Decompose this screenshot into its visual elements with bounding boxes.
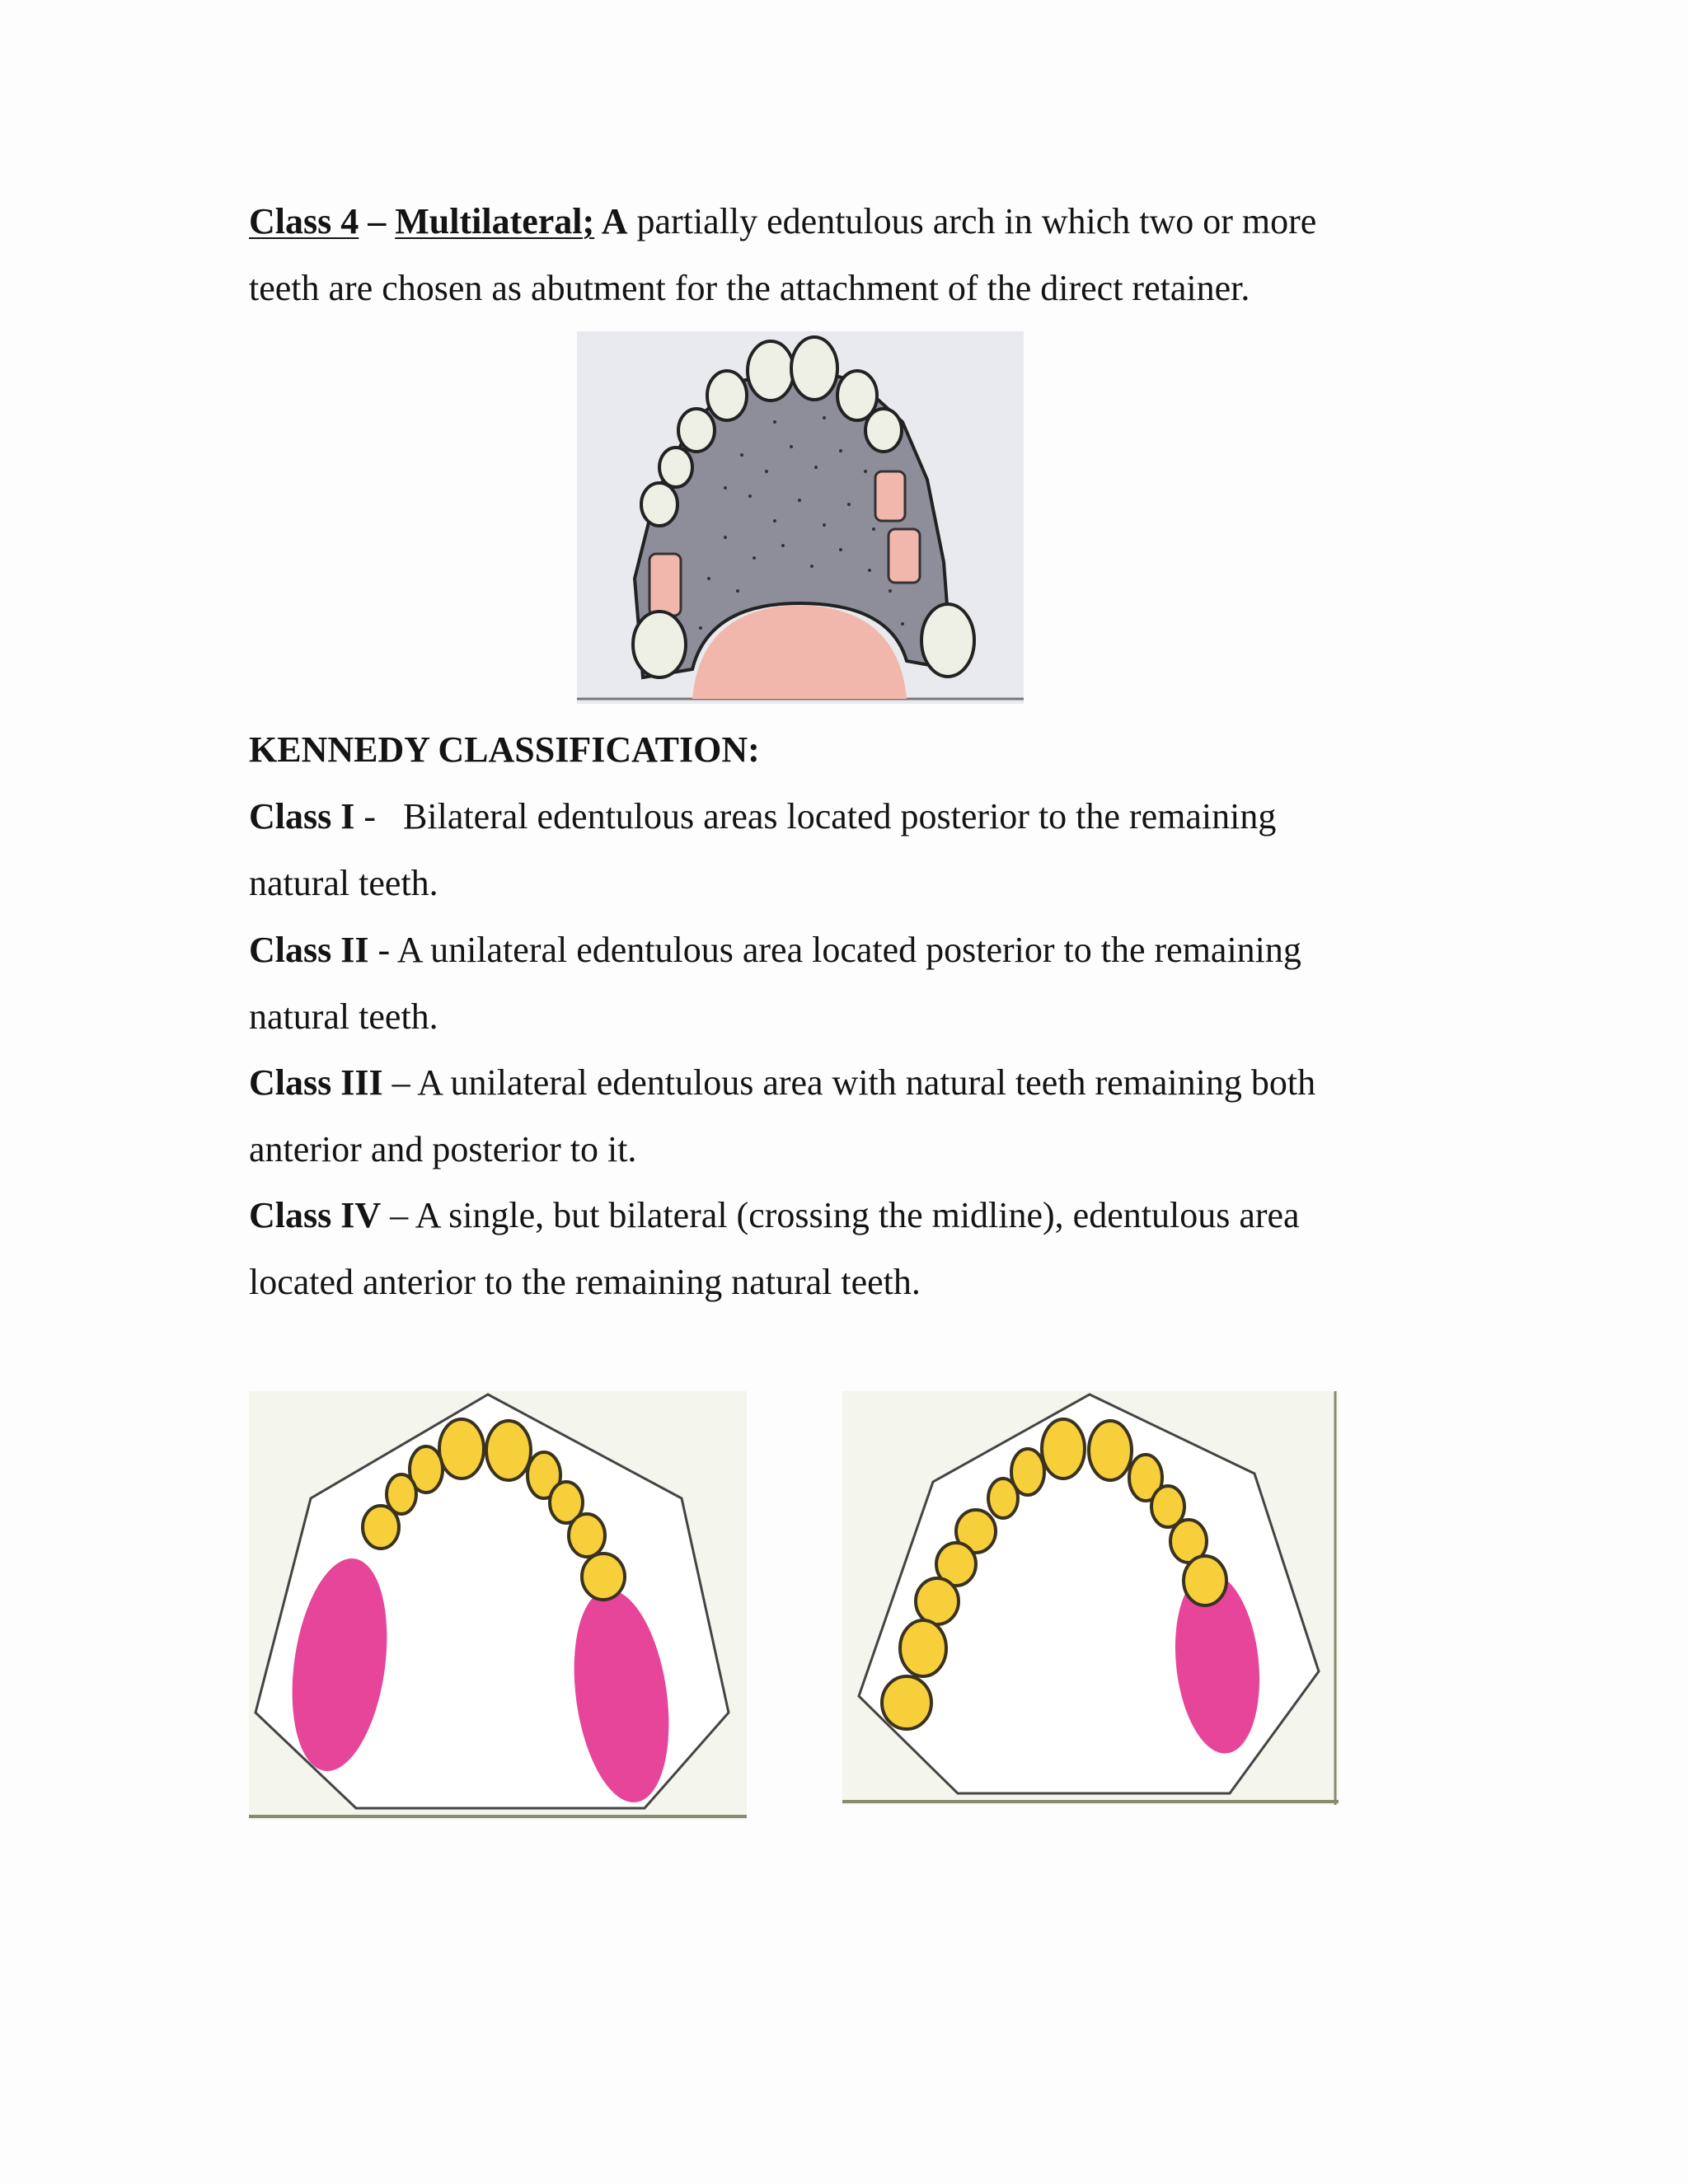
class4-dash: – bbox=[359, 201, 396, 241]
class-2-line1: A unilateral edentulous area located posterior to the remaining bbox=[396, 930, 1301, 970]
kennedy-class-2 bbox=[249, 916, 1452, 1050]
class-1-separator: - bbox=[354, 796, 404, 837]
class4-article: A bbox=[594, 201, 628, 241]
class-1-arch-illustration bbox=[249, 1391, 747, 1820]
class4-paragraph bbox=[249, 188, 1452, 321]
kennedy-class-1 bbox=[249, 783, 1452, 916]
class-2-line2: natural teeth. bbox=[249, 996, 438, 1037]
class-4-arch-figure bbox=[577, 331, 1024, 704]
class-4-line2: located anterior to the remaining natural teeth. bbox=[249, 1262, 921, 1302]
class-4-separator: – bbox=[381, 1195, 415, 1235]
class-3-line1: A unilateral edentulous area with natural teeth remaining both bbox=[417, 1062, 1316, 1103]
class-3-separator: – bbox=[382, 1062, 418, 1103]
class4-type: Multilateral; bbox=[395, 201, 595, 241]
class4-text-line1: partially edentulous arch in which two or more bbox=[627, 201, 1317, 241]
class-1-label: Class I bbox=[249, 796, 355, 837]
class-4-label: Class IV bbox=[249, 1195, 382, 1235]
kennedy-class-2-figure bbox=[842, 1391, 1339, 1805]
class4-label: Class 4 bbox=[249, 201, 359, 241]
kennedy-heading-text: KENNEDY CLASSIFICATION: bbox=[249, 729, 760, 770]
class-3-label: Class III bbox=[249, 1062, 383, 1103]
maxillary-arch-illustration bbox=[577, 331, 1024, 704]
class-2-arch-illustration bbox=[842, 1391, 1339, 1805]
kennedy-class-4 bbox=[249, 1182, 1452, 1315]
class4-text-line2: teeth are chosen as abutment for the attachment of the direct retainer. bbox=[249, 268, 1250, 308]
replacement-tooth-right-1 bbox=[875, 471, 905, 521]
replacement-tooth-right-2 bbox=[889, 529, 920, 583]
replacement-tooth-left bbox=[649, 554, 681, 616]
class-3-line2: anterior and posterior to it. bbox=[249, 1129, 637, 1169]
class-1-line1: Bilateral edentulous areas located posterior to the remaining bbox=[403, 796, 1277, 837]
kennedy-heading bbox=[249, 716, 1452, 783]
class-2-label: Class II bbox=[249, 930, 369, 970]
class-2-separator: - bbox=[368, 930, 397, 970]
kennedy-class-1-figure bbox=[249, 1391, 747, 1820]
kennedy-class-3 bbox=[249, 1049, 1452, 1183]
class-4-line1: A single, but bilateral (crossing the midline), edentulous area bbox=[415, 1195, 1300, 1235]
class-1-line2: natural teeth. bbox=[249, 863, 438, 903]
